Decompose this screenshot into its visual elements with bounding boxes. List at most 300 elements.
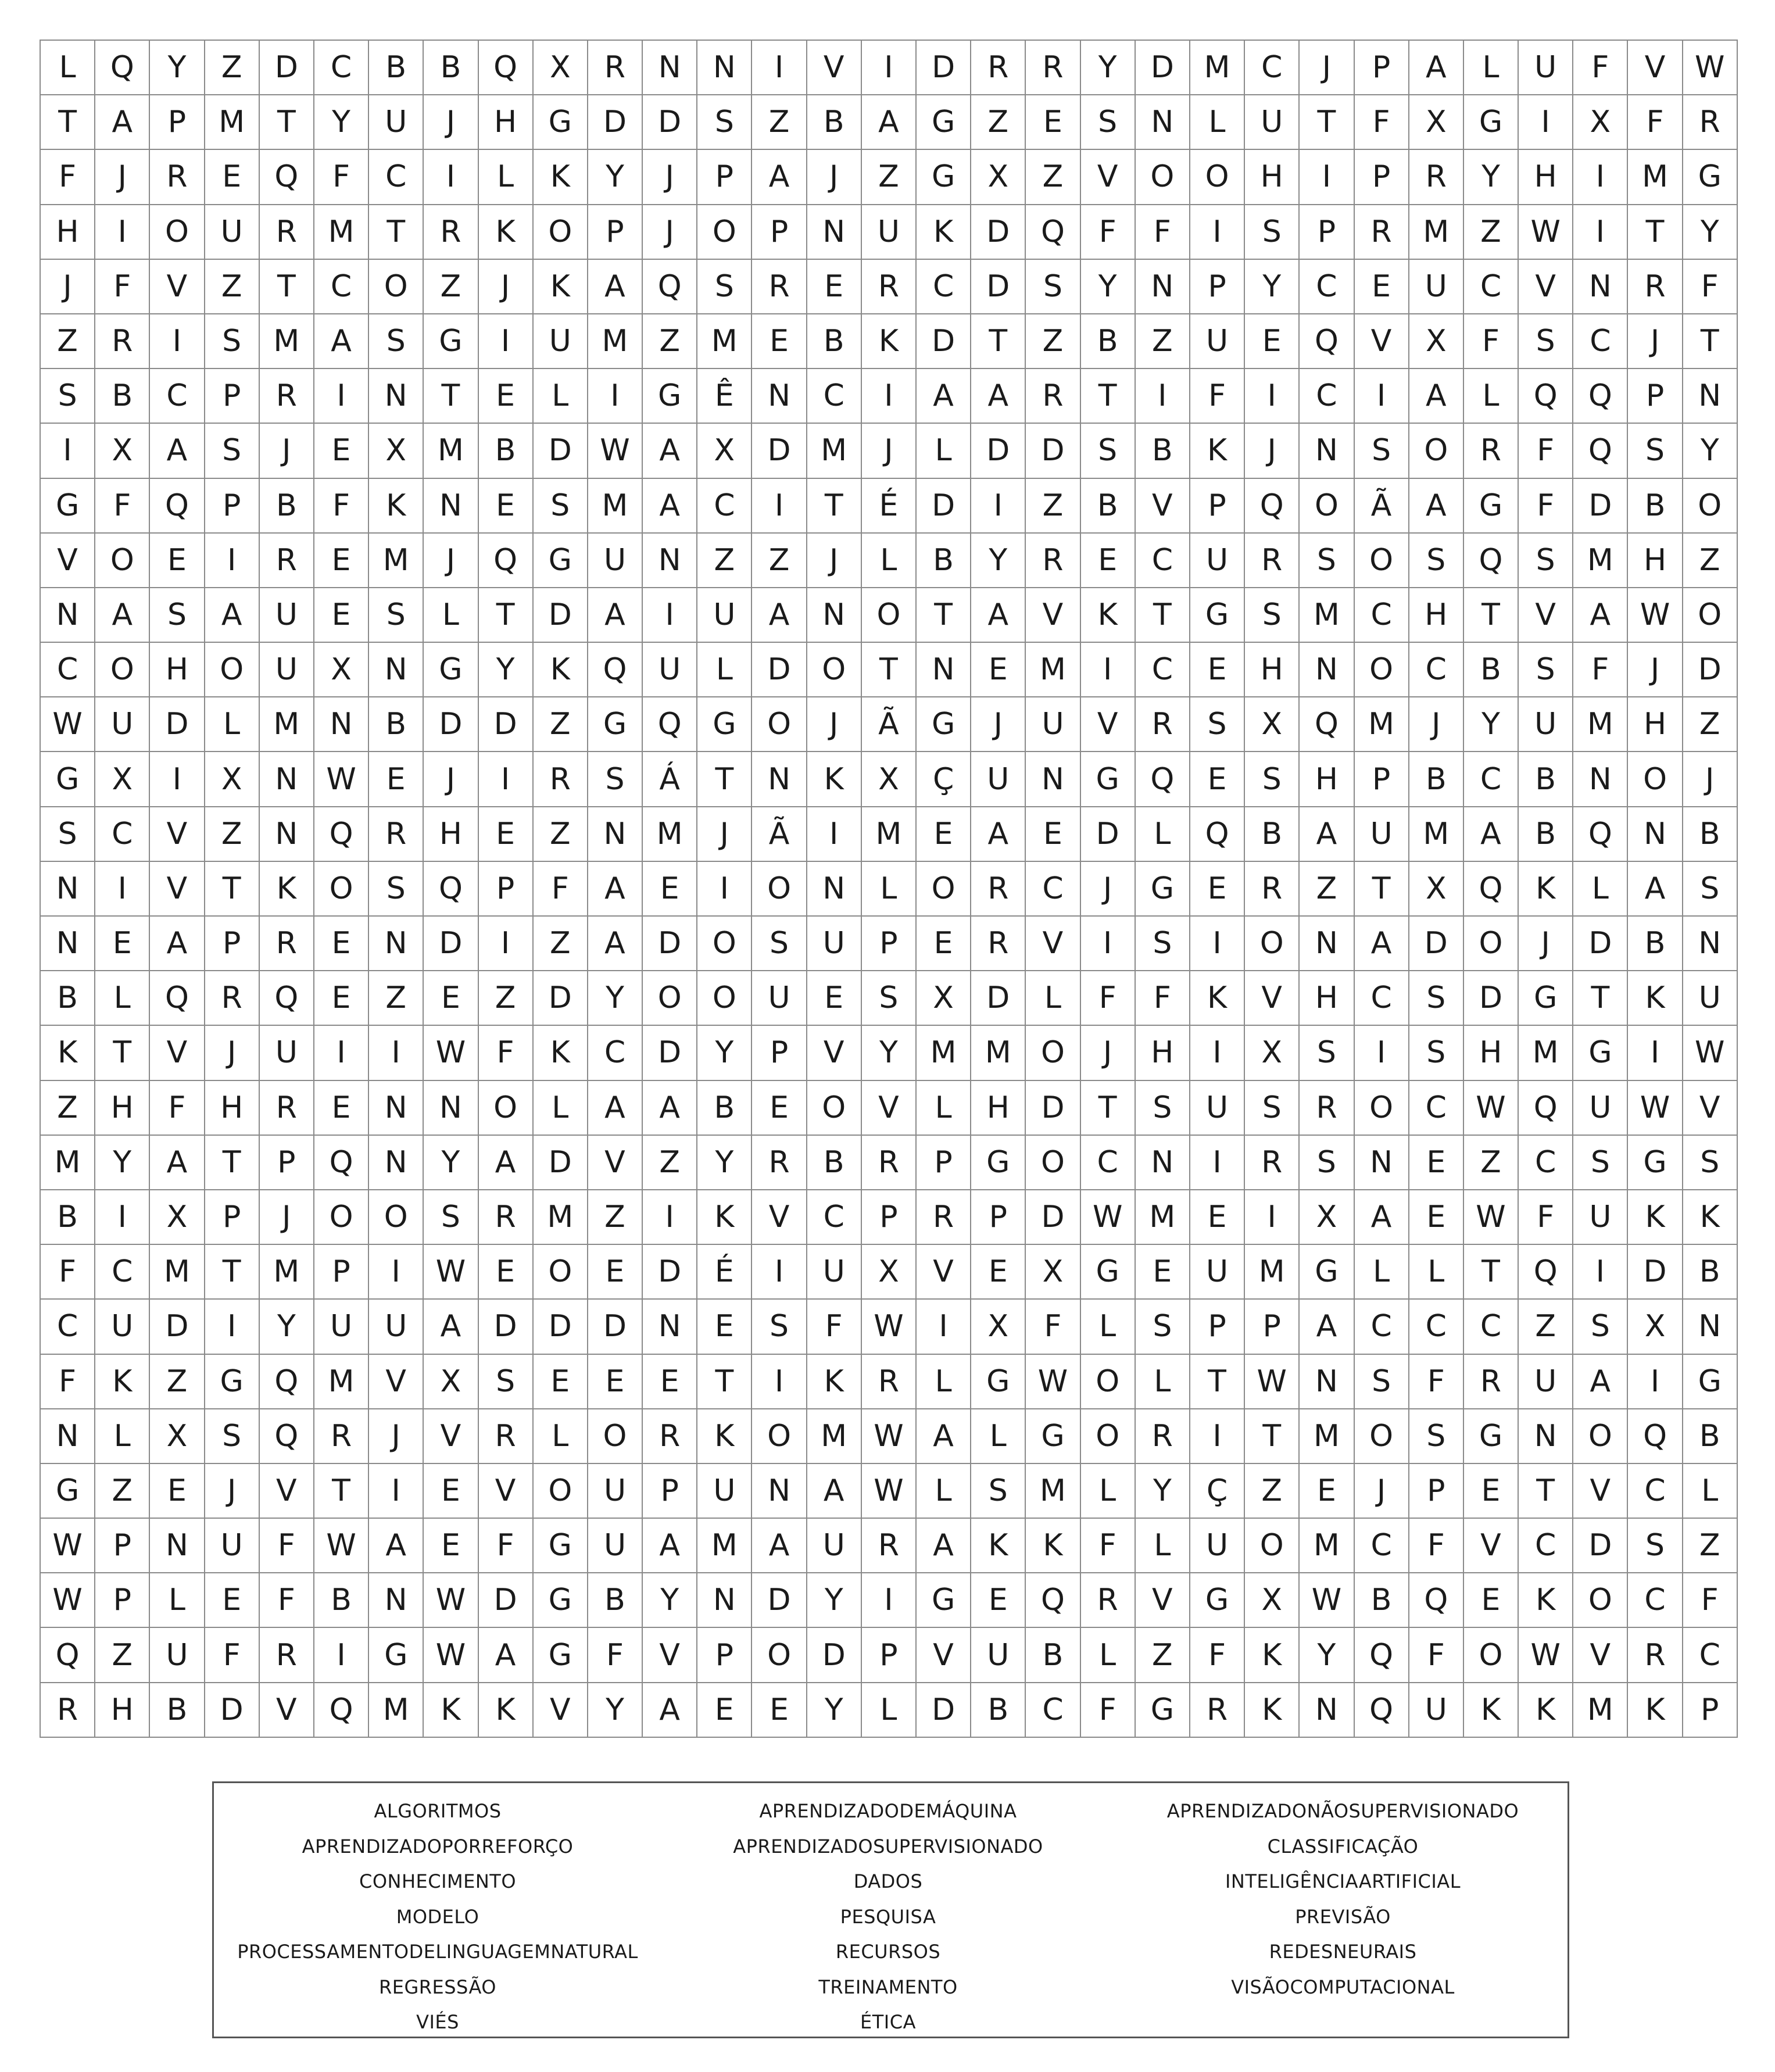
grid-cell[interactable]: E <box>643 862 697 917</box>
grid-cell[interactable]: Y <box>95 1136 150 1190</box>
grid-cell[interactable]: C <box>1464 1300 1519 1354</box>
grid-cell[interactable]: G <box>369 1628 424 1683</box>
grid-cell[interactable]: Y <box>1136 1464 1190 1519</box>
grid-cell[interactable]: U <box>1683 971 1738 1026</box>
grid-cell[interactable]: Ç <box>1190 1464 1245 1519</box>
grid-cell[interactable]: A <box>479 1628 534 1683</box>
grid-cell[interactable]: R <box>260 1081 314 1136</box>
grid-cell[interactable]: Q <box>150 479 205 534</box>
grid-cell[interactable]: I <box>1190 917 1245 971</box>
grid-cell[interactable]: T <box>697 752 752 807</box>
grid-cell[interactable]: S <box>1136 1081 1190 1136</box>
grid-cell[interactable]: A <box>95 95 150 150</box>
grid-cell[interactable]: N <box>1136 260 1190 314</box>
grid-cell[interactable]: I <box>1190 1026 1245 1080</box>
grid-cell[interactable]: N <box>314 697 369 752</box>
grid-cell[interactable]: J <box>807 534 862 588</box>
grid-cell[interactable]: G <box>917 150 971 205</box>
grid-cell[interactable]: R <box>862 1519 917 1573</box>
grid-cell[interactable]: Q <box>1519 369 1573 424</box>
grid-cell[interactable]: I <box>1136 369 1190 424</box>
grid-cell[interactable]: C <box>1355 1300 1409 1354</box>
grid-cell[interactable]: O <box>1628 752 1683 807</box>
grid-cell[interactable]: C <box>917 260 971 314</box>
grid-cell[interactable]: J <box>1628 314 1683 369</box>
grid-cell[interactable]: F <box>260 1573 314 1628</box>
grid-cell[interactable]: G <box>588 697 643 752</box>
grid-cell[interactable]: E <box>314 588 369 643</box>
grid-cell[interactable]: A <box>1464 807 1519 862</box>
grid-cell[interactable]: D <box>534 971 588 1026</box>
grid-cell[interactable]: F <box>1519 479 1573 534</box>
grid-cell[interactable]: W <box>1628 588 1683 643</box>
grid-cell[interactable]: X <box>95 424 150 478</box>
grid-cell[interactable]: T <box>862 643 917 697</box>
grid-cell[interactable]: H <box>1519 150 1573 205</box>
grid-cell[interactable]: P <box>260 1136 314 1190</box>
grid-cell[interactable]: Y <box>971 534 1026 588</box>
grid-cell[interactable]: A <box>643 1519 697 1573</box>
grid-cell[interactable]: G <box>1081 1245 1136 1300</box>
grid-cell[interactable]: U <box>150 1628 205 1683</box>
grid-cell[interactable]: W <box>1245 1355 1300 1409</box>
grid-cell[interactable]: O <box>1026 1136 1080 1190</box>
grid-cell[interactable]: D <box>971 971 1026 1026</box>
grid-cell[interactable]: G <box>1628 1136 1683 1190</box>
grid-cell[interactable]: V <box>1245 971 1300 1026</box>
grid-cell[interactable]: K <box>1628 1683 1683 1738</box>
grid-cell[interactable]: O <box>752 697 807 752</box>
grid-cell[interactable]: P <box>862 1628 917 1683</box>
grid-cell[interactable]: O <box>1355 534 1409 588</box>
grid-cell[interactable]: V <box>424 1409 478 1464</box>
grid-cell[interactable]: G <box>41 479 95 534</box>
grid-cell[interactable]: N <box>369 1081 424 1136</box>
grid-cell[interactable]: T <box>369 205 424 260</box>
grid-cell[interactable]: R <box>862 1355 917 1409</box>
grid-cell[interactable]: I <box>1081 643 1136 697</box>
grid-cell[interactable]: R <box>369 807 424 862</box>
grid-cell[interactable]: D <box>534 424 588 478</box>
grid-cell[interactable]: E <box>205 1573 260 1628</box>
grid-cell[interactable]: Z <box>1683 534 1738 588</box>
grid-cell[interactable]: O <box>752 1409 807 1464</box>
grid-cell[interactable]: E <box>971 1245 1026 1300</box>
grid-cell[interactable]: V <box>1683 1081 1738 1136</box>
grid-cell[interactable]: S <box>534 479 588 534</box>
grid-cell[interactable]: J <box>424 534 478 588</box>
grid-cell[interactable]: O <box>314 862 369 917</box>
grid-cell[interactable]: B <box>971 1683 1026 1738</box>
grid-cell[interactable]: X <box>314 643 369 697</box>
grid-cell[interactable]: E <box>1245 314 1300 369</box>
grid-cell[interactable]: B <box>807 314 862 369</box>
grid-cell[interactable]: T <box>1300 95 1354 150</box>
grid-cell[interactable]: B <box>1081 479 1136 534</box>
grid-cell[interactable]: P <box>1190 1300 1245 1354</box>
grid-cell[interactable]: I <box>862 1573 917 1628</box>
grid-cell[interactable]: B <box>807 95 862 150</box>
grid-cell[interactable]: C <box>588 1026 643 1080</box>
grid-cell[interactable]: U <box>1190 314 1245 369</box>
grid-cell[interactable]: V <box>588 1136 643 1190</box>
grid-cell[interactable]: G <box>971 1355 1026 1409</box>
grid-cell[interactable]: R <box>260 369 314 424</box>
grid-cell[interactable]: T <box>1081 369 1136 424</box>
grid-cell[interactable]: T <box>1081 1081 1136 1136</box>
grid-cell[interactable]: Y <box>424 1136 478 1190</box>
grid-cell[interactable]: J <box>971 697 1026 752</box>
grid-cell[interactable]: H <box>1409 588 1464 643</box>
grid-cell[interactable]: S <box>1245 1081 1300 1136</box>
grid-cell[interactable]: Z <box>1026 150 1080 205</box>
grid-cell[interactable]: O <box>862 588 917 643</box>
grid-cell[interactable]: U <box>369 95 424 150</box>
grid-cell[interactable]: P <box>205 1190 260 1245</box>
grid-cell[interactable]: K <box>41 1026 95 1080</box>
grid-cell[interactable]: V <box>752 1190 807 1245</box>
grid-cell[interactable]: K <box>1245 1628 1300 1683</box>
grid-cell[interactable]: S <box>1245 588 1300 643</box>
grid-cell[interactable]: I <box>917 1300 971 1354</box>
grid-cell[interactable]: B <box>807 1136 862 1190</box>
grid-cell[interactable]: E <box>95 917 150 971</box>
grid-cell[interactable]: Z <box>534 697 588 752</box>
grid-cell[interactable]: B <box>41 971 95 1026</box>
grid-cell[interactable]: Z <box>205 807 260 862</box>
grid-cell[interactable]: S <box>205 314 260 369</box>
grid-cell[interactable]: V <box>862 1081 917 1136</box>
grid-cell[interactable]: D <box>1026 1190 1080 1245</box>
grid-cell[interactable]: Y <box>643 1573 697 1628</box>
grid-cell[interactable]: I <box>1245 1190 1300 1245</box>
grid-cell[interactable]: L <box>1136 1519 1190 1573</box>
grid-cell[interactable]: I <box>588 369 643 424</box>
grid-cell[interactable]: U <box>1519 41 1573 95</box>
grid-cell[interactable]: J <box>807 697 862 752</box>
grid-cell[interactable]: G <box>1026 1409 1080 1464</box>
grid-cell[interactable]: T <box>1683 314 1738 369</box>
grid-cell[interactable]: U <box>1573 1081 1628 1136</box>
grid-cell[interactable]: M <box>314 205 369 260</box>
grid-cell[interactable]: O <box>752 862 807 917</box>
grid-cell[interactable]: Z <box>369 971 424 1026</box>
grid-cell[interactable]: A <box>95 588 150 643</box>
grid-cell[interactable]: D <box>1628 1245 1683 1300</box>
grid-cell[interactable]: O <box>697 205 752 260</box>
grid-cell[interactable]: G <box>917 95 971 150</box>
grid-cell[interactable]: V <box>1081 150 1136 205</box>
grid-cell[interactable]: J <box>1300 41 1354 95</box>
grid-cell[interactable]: G <box>1683 150 1738 205</box>
grid-cell[interactable]: C <box>807 369 862 424</box>
grid-cell[interactable]: L <box>1464 41 1519 95</box>
grid-cell[interactable]: A <box>150 1136 205 1190</box>
grid-cell[interactable]: M <box>1026 1464 1080 1519</box>
grid-cell[interactable]: I <box>1519 95 1573 150</box>
grid-cell[interactable]: T <box>917 588 971 643</box>
grid-cell[interactable]: Q <box>41 1628 95 1683</box>
grid-cell[interactable]: T <box>260 260 314 314</box>
grid-cell[interactable]: M <box>314 1355 369 1409</box>
grid-cell[interactable]: E <box>971 1573 1026 1628</box>
grid-cell[interactable]: A <box>1409 369 1464 424</box>
grid-cell[interactable]: N <box>1573 260 1628 314</box>
grid-cell[interactable]: O <box>807 643 862 697</box>
grid-cell[interactable]: I <box>1190 1409 1245 1464</box>
grid-cell[interactable]: N <box>1683 917 1738 971</box>
grid-cell[interactable]: P <box>205 479 260 534</box>
grid-cell[interactable]: A <box>917 369 971 424</box>
grid-cell[interactable]: Z <box>752 534 807 588</box>
grid-cell[interactable]: S <box>752 1300 807 1354</box>
grid-cell[interactable]: S <box>1245 205 1300 260</box>
grid-cell[interactable]: M <box>534 1190 588 1245</box>
grid-cell[interactable]: X <box>862 752 917 807</box>
grid-cell[interactable]: F <box>1081 1519 1136 1573</box>
grid-cell[interactable]: U <box>588 534 643 588</box>
grid-cell[interactable]: R <box>479 1190 534 1245</box>
grid-cell[interactable]: T <box>424 369 478 424</box>
grid-cell[interactable]: D <box>1683 643 1738 697</box>
grid-cell[interactable]: C <box>1519 1519 1573 1573</box>
grid-cell[interactable]: É <box>862 479 917 534</box>
grid-cell[interactable]: C <box>1136 643 1190 697</box>
grid-cell[interactable]: B <box>1026 1628 1080 1683</box>
grid-cell[interactable]: I <box>1355 369 1409 424</box>
grid-cell[interactable]: B <box>1683 1409 1738 1464</box>
grid-cell[interactable]: X <box>534 41 588 95</box>
grid-cell[interactable]: O <box>534 1245 588 1300</box>
grid-cell[interactable]: S <box>1300 534 1354 588</box>
grid-cell[interactable]: Y <box>588 150 643 205</box>
grid-cell[interactable]: R <box>1628 260 1683 314</box>
grid-cell[interactable]: W <box>862 1409 917 1464</box>
grid-cell[interactable]: I <box>369 1245 424 1300</box>
grid-cell[interactable]: O <box>1409 424 1464 478</box>
grid-cell[interactable]: X <box>1026 1245 1080 1300</box>
grid-cell[interactable]: U <box>1190 1245 1245 1300</box>
grid-cell[interactable]: U <box>971 752 1026 807</box>
grid-cell[interactable]: S <box>1409 971 1464 1026</box>
grid-cell[interactable]: G <box>643 369 697 424</box>
grid-cell[interactable]: B <box>1081 314 1136 369</box>
grid-cell[interactable]: R <box>260 534 314 588</box>
grid-cell[interactable]: M <box>260 1245 314 1300</box>
grid-cell[interactable]: O <box>369 1190 424 1245</box>
grid-cell[interactable]: T <box>1136 588 1190 643</box>
grid-cell[interactable]: V <box>1573 1464 1628 1519</box>
grid-cell[interactable]: O <box>1464 1628 1519 1683</box>
grid-cell[interactable]: Z <box>479 971 534 1026</box>
grid-cell[interactable]: I <box>752 479 807 534</box>
grid-cell[interactable]: Ã <box>862 697 917 752</box>
grid-cell[interactable]: S <box>697 95 752 150</box>
grid-cell[interactable]: D <box>643 95 697 150</box>
grid-cell[interactable]: X <box>95 752 150 807</box>
grid-cell[interactable]: L <box>862 862 917 917</box>
grid-cell[interactable]: A <box>971 369 1026 424</box>
grid-cell[interactable]: L <box>971 1409 1026 1464</box>
grid-cell[interactable]: P <box>862 917 917 971</box>
grid-cell[interactable]: G <box>424 643 478 697</box>
grid-cell[interactable]: F <box>1355 95 1409 150</box>
grid-cell[interactable]: V <box>150 862 205 917</box>
grid-cell[interactable]: I <box>95 1190 150 1245</box>
grid-cell[interactable]: J <box>424 752 478 807</box>
grid-cell[interactable]: J <box>807 150 862 205</box>
grid-cell[interactable]: Q <box>1026 205 1080 260</box>
grid-cell[interactable]: R <box>752 1136 807 1190</box>
grid-cell[interactable]: W <box>1464 1190 1519 1245</box>
grid-cell[interactable]: I <box>205 1300 260 1354</box>
grid-cell[interactable]: I <box>1573 1245 1628 1300</box>
grid-cell[interactable]: E <box>314 971 369 1026</box>
grid-cell[interactable]: I <box>150 752 205 807</box>
grid-cell[interactable]: K <box>862 314 917 369</box>
grid-cell[interactable]: Y <box>807 1573 862 1628</box>
grid-cell[interactable]: T <box>205 1136 260 1190</box>
grid-cell[interactable]: F <box>534 862 588 917</box>
grid-cell[interactable]: O <box>1355 1081 1409 1136</box>
grid-cell[interactable]: A <box>150 917 205 971</box>
grid-cell[interactable]: E <box>643 1355 697 1409</box>
grid-cell[interactable]: O <box>917 862 971 917</box>
grid-cell[interactable]: O <box>752 1628 807 1683</box>
grid-cell[interactable]: C <box>150 369 205 424</box>
grid-cell[interactable]: R <box>862 1136 917 1190</box>
grid-cell[interactable]: O <box>1136 150 1190 205</box>
grid-cell[interactable]: R <box>862 260 917 314</box>
grid-cell[interactable]: O <box>95 534 150 588</box>
grid-cell[interactable]: I <box>95 862 150 917</box>
grid-cell[interactable]: S <box>1573 1136 1628 1190</box>
grid-cell[interactable]: B <box>369 41 424 95</box>
grid-cell[interactable]: S <box>1573 1300 1628 1354</box>
grid-cell[interactable]: N <box>643 1300 697 1354</box>
grid-cell[interactable]: Y <box>862 1026 917 1080</box>
grid-cell[interactable]: O <box>1355 643 1409 697</box>
grid-cell[interactable]: D <box>1409 917 1464 971</box>
grid-cell[interactable]: S <box>205 424 260 478</box>
grid-cell[interactable]: A <box>588 588 643 643</box>
grid-cell[interactable]: N <box>424 479 478 534</box>
grid-cell[interactable]: U <box>752 971 807 1026</box>
grid-cell[interactable]: Q <box>643 260 697 314</box>
grid-cell[interactable]: F <box>479 1519 534 1573</box>
grid-cell[interactable]: D <box>971 205 1026 260</box>
grid-cell[interactable]: V <box>150 1026 205 1080</box>
grid-cell[interactable]: R <box>260 917 314 971</box>
grid-cell[interactable]: I <box>369 1026 424 1080</box>
grid-cell[interactable]: R <box>971 917 1026 971</box>
grid-cell[interactable]: I <box>1628 1355 1683 1409</box>
grid-cell[interactable]: F <box>1081 1683 1136 1738</box>
grid-cell[interactable]: K <box>1683 1190 1738 1245</box>
grid-cell[interactable]: Q <box>1026 1573 1080 1628</box>
grid-cell[interactable]: Ã <box>752 807 807 862</box>
grid-cell[interactable]: L <box>1081 1300 1136 1354</box>
grid-cell[interactable]: F <box>479 1026 534 1080</box>
grid-cell[interactable]: K <box>479 205 534 260</box>
grid-cell[interactable]: V <box>369 1355 424 1409</box>
grid-cell[interactable]: U <box>588 1519 643 1573</box>
grid-cell[interactable]: P <box>1245 1300 1300 1354</box>
grid-cell[interactable]: C <box>1355 588 1409 643</box>
grid-cell[interactable]: I <box>41 424 95 478</box>
grid-cell[interactable]: H <box>95 1683 150 1738</box>
grid-cell[interactable]: B <box>1683 807 1738 862</box>
grid-cell[interactable]: F <box>150 1081 205 1136</box>
grid-cell[interactable]: K <box>424 1683 478 1738</box>
grid-cell[interactable]: B <box>1519 807 1573 862</box>
grid-cell[interactable]: K <box>1519 1683 1573 1738</box>
grid-cell[interactable]: F <box>1081 971 1136 1026</box>
grid-cell[interactable]: R <box>1464 424 1519 478</box>
grid-cell[interactable]: G <box>534 1519 588 1573</box>
grid-cell[interactable]: N <box>369 643 424 697</box>
grid-cell[interactable]: I <box>479 917 534 971</box>
grid-cell[interactable]: M <box>205 95 260 150</box>
grid-cell[interactable]: U <box>1190 534 1245 588</box>
grid-cell[interactable]: Q <box>260 1355 314 1409</box>
grid-cell[interactable]: O <box>1081 1409 1136 1464</box>
grid-cell[interactable]: C <box>1026 862 1080 917</box>
grid-cell[interactable]: B <box>1464 643 1519 697</box>
grid-cell[interactable]: D <box>1081 807 1136 862</box>
grid-cell[interactable]: M <box>971 1026 1026 1080</box>
grid-cell[interactable]: N <box>1519 1409 1573 1464</box>
grid-cell[interactable]: M <box>1519 1026 1573 1080</box>
grid-cell[interactable]: A <box>424 1300 478 1354</box>
grid-cell[interactable]: O <box>1355 1409 1409 1464</box>
grid-cell[interactable]: S <box>1136 917 1190 971</box>
grid-cell[interactable]: M <box>1300 1519 1354 1573</box>
grid-cell[interactable]: E <box>807 971 862 1026</box>
grid-cell[interactable]: D <box>424 917 478 971</box>
grid-cell[interactable]: F <box>260 1519 314 1573</box>
grid-cell[interactable]: H <box>1628 534 1683 588</box>
grid-cell[interactable]: T <box>807 479 862 534</box>
grid-cell[interactable]: S <box>1519 314 1573 369</box>
grid-cell[interactable]: E <box>314 1081 369 1136</box>
grid-cell[interactable]: I <box>479 752 534 807</box>
grid-cell[interactable]: K <box>1628 1190 1683 1245</box>
grid-cell[interactable]: W <box>862 1464 917 1519</box>
grid-cell[interactable]: C <box>1409 643 1464 697</box>
grid-cell[interactable]: D <box>1026 424 1080 478</box>
grid-cell[interactable]: P <box>752 205 807 260</box>
grid-cell[interactable]: L <box>95 971 150 1026</box>
grid-cell[interactable]: T <box>697 1355 752 1409</box>
grid-cell[interactable]: D <box>150 697 205 752</box>
grid-cell[interactable]: K <box>917 205 971 260</box>
grid-cell[interactable]: E <box>1026 807 1080 862</box>
grid-cell[interactable]: A <box>205 588 260 643</box>
grid-cell[interactable]: S <box>1628 424 1683 478</box>
grid-cell[interactable]: D <box>1464 971 1519 1026</box>
grid-cell[interactable]: E <box>917 807 971 862</box>
grid-cell[interactable]: G <box>1190 588 1245 643</box>
grid-cell[interactable]: R <box>260 1628 314 1683</box>
grid-cell[interactable]: E <box>479 479 534 534</box>
grid-cell[interactable]: R <box>1464 1355 1519 1409</box>
grid-cell[interactable]: P <box>971 1190 1026 1245</box>
grid-cell[interactable]: S <box>1355 424 1409 478</box>
grid-cell[interactable]: A <box>643 479 697 534</box>
grid-cell[interactable]: E <box>697 1683 752 1738</box>
grid-cell[interactable]: U <box>1519 1355 1573 1409</box>
